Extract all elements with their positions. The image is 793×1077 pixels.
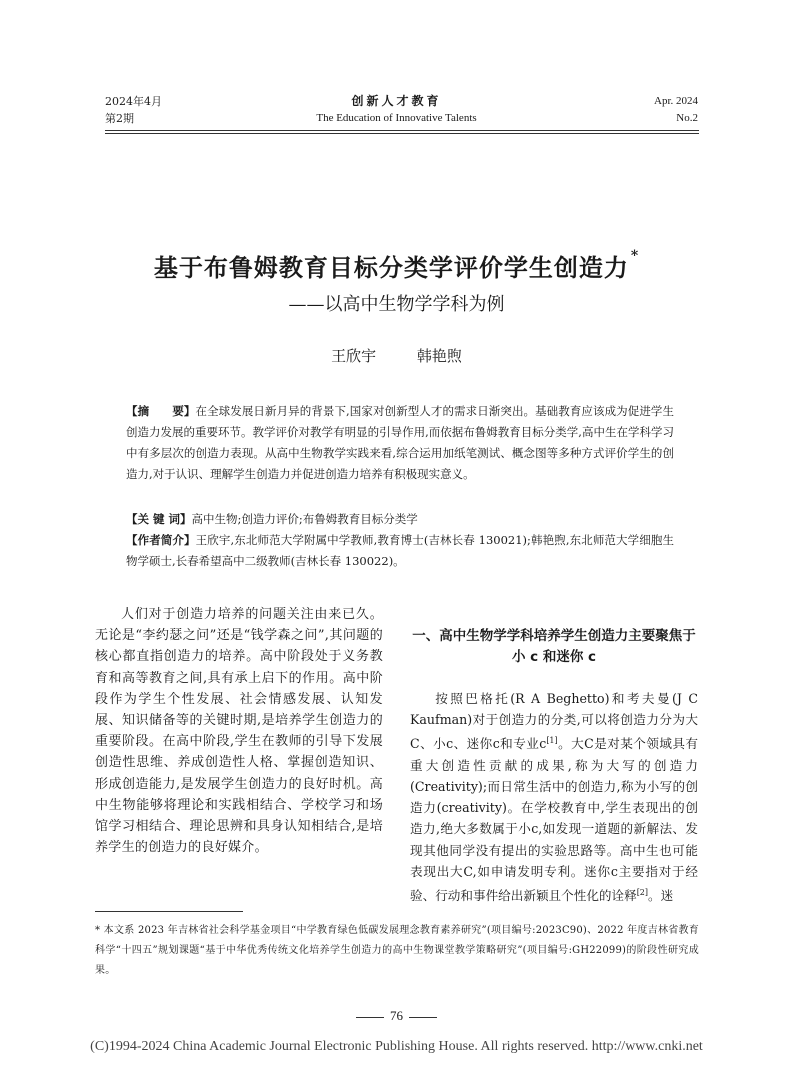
page-number <box>0 1008 793 1024</box>
journal-name-en: The Education of Innovative Talents <box>316 112 477 124</box>
issue-month-en: Apr. 2024 <box>654 95 698 107</box>
footnote: * 本文系 2023 年吉林省社会科学基金项目“中学教育绿色低碳发展理念教育素养研究”(项目编号:2023C90)、2022 年度吉林省教育科学“十四五”规划课题“基于中华优秀传统文化培养学生创造力的高中生物课堂教学策略研究”(项目编号:GH22099)的阶段性研究成果。 <box>95 925 699 976</box>
article-title-text: 基于布鲁姆教育目标分类学评价学生创造力 <box>153 253 629 282</box>
journal-name-cn: 创新人才教育 <box>351 94 442 108</box>
body-left-column: 人们对于创造力培养的问题关注由来已久。无论是“李约瑟之问”还是“钱学森之问”,其问题的核心都直指创造力的培养。高中阶段处于义务教育和高等教育之间,具有承上启下的作用。高中阶段作为学生个性发展、社会情感发展、认知发展、知识储备等的关键时期,是培养学生创造力的重要阶段。在高中阶段,学生在教师的引导下发展创造性思维、养成创造性人格、掌握创造知识、形成创造能力,是发展学生创造力的良好时机。高中生物能够将理论和实践相结合、学校学习和场馆学习相结合、理论思辨和具身认知相结合,是培养学生的创造力的良好媒介。 <box>95 607 383 856</box>
header-rule-thin <box>105 133 699 134</box>
abstract-label: 【摘 要】 <box>126 404 196 418</box>
header-rule-thick <box>105 130 699 131</box>
keywords <box>126 509 674 530</box>
issue-number-en: No.2 <box>676 112 698 124</box>
journal-date-en <box>654 93 698 127</box>
title-footnote-mark: * <box>630 248 640 264</box>
citation-ref: [2] <box>636 888 649 898</box>
abstract <box>126 401 674 485</box>
body-right-column <box>410 688 698 906</box>
section-heading: 一、高中生物学学科培养学生创造力主要聚焦于小 c 和迷你 c <box>412 628 696 665</box>
issue-number: 第2期 <box>105 112 134 125</box>
copyright-notice: (C)1994-2024 China Academic Journal Electronic Publishing House. All rights reserved. http://www.cnki.net <box>90 1039 703 1054</box>
paragraph-text: 。大C是对某个领域具有重大创造性贡献的成果,称为大写的创造力(Creativity);而日常生活中的创造力,称为小写的创造力(creativity)。在学校教育中,学生表现出的创造力,绝大多数属于小c,如发现一道题的新解法、发现其他同学没有提出的实验思路等。高中生也可能表现出大C,如申请发明专利。迷你c主要指对于经验、行动和事件给出新颖且个性化的诠释 <box>410 736 698 904</box>
author-name: 韩艳煦 <box>416 347 462 365</box>
author-info <box>126 530 674 572</box>
keywords-label: 【关 键 词】 <box>126 512 192 526</box>
footnote-rule <box>95 911 243 912</box>
author-info-text: 王欣宇,东北师范大学附属中学教师,教育博士(吉林长春 130021);韩艳煦,东北师范大学细胞生物学硕士,长春希望高中二级教师(吉林长春 130022)。 <box>126 533 674 568</box>
page-number-text: 76 <box>390 1008 403 1023</box>
abstract-text: 在全球发展日新月异的背景下,国家对创新型人才的需求日渐突出。基础教育应该成为促进学生创造力发展的重要环节。教学评价对教学有明显的引导作用,而依据布鲁姆教育目标分类学,高中生在学科学习中有多层次的创造力表现。从高中生物教学实践来看,综合运用加纸笔测试、概念图等多种方式评价学生的创造力,对于认识、理解学生创造力并促进创造力培养有积极现实意义。 <box>126 404 675 481</box>
page-dash-right <box>409 1017 437 1018</box>
author-info-label: 【作者简介】 <box>126 533 196 547</box>
issue-month: 2024年4月 <box>105 95 162 108</box>
paragraph-text: 。迷 <box>648 888 674 904</box>
author-name: 王欣宇 <box>331 347 377 365</box>
article-subtitle: ——以高中生物学学科为例 <box>288 294 505 315</box>
citation-ref: [1] <box>546 736 558 746</box>
paragraph-text: 按照巴格托(R A Beghetto)和考夫曼(J C Kaufman)对于创造力的分类,可以将创造力分为大C、小c、迷你c和专业c <box>410 691 698 752</box>
article-title <box>0 248 793 283</box>
keywords-text: 高中生物;创造力评价;布鲁姆教育目标分类学 <box>191 512 418 526</box>
page-dash-left <box>356 1017 384 1018</box>
author-list <box>0 345 793 366</box>
